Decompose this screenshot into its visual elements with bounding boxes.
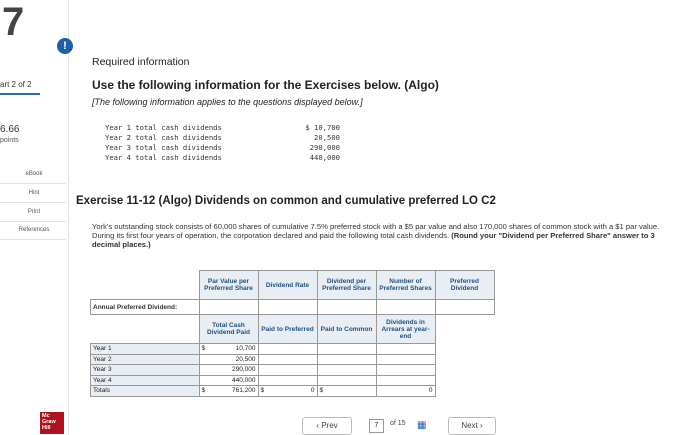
total-cash-value: 20,500 — [199, 354, 258, 365]
paid-preferred-input[interactable] — [258, 344, 317, 355]
paid-preferred-input[interactable] — [258, 354, 317, 365]
current-page-select[interactable]: 7 — [369, 419, 384, 433]
number-shares-input[interactable] — [376, 300, 435, 315]
header-dividend-rate: Dividend Rate — [258, 271, 317, 300]
amount: 761,200 — [232, 387, 256, 395]
prev-button[interactable] — [302, 417, 352, 435]
header-paid-common: Paid to Common — [317, 315, 376, 344]
dividend-value: 290,000 — [309, 143, 340, 152]
dividend-values — [270, 123, 340, 163]
paid-preferred-input[interactable] — [258, 365, 317, 376]
table-row — [91, 354, 495, 365]
currency-symbol: $ — [201, 387, 206, 395]
dividend-table — [90, 270, 495, 397]
dividend-value: 440,000 — [309, 153, 340, 162]
total-cash-value — [199, 344, 258, 355]
part-indicator — [0, 93, 40, 95]
dividend-label: Year 4 total cash dividends — [105, 153, 222, 162]
table-row — [91, 365, 495, 376]
year-label: Year 3 — [91, 365, 200, 376]
header-number-shares: Number of Preferred Shares — [376, 271, 435, 300]
applies-note: [The following information applies to the questions displayed below.] — [92, 97, 363, 107]
exercise-body: York's outstanding stock consists of 60,000 shares of cumulative 7.5% preferred stock with a $5 par value and also 170,000 shares of common stock with a $1 par value. During its first four years of operation, the corporation declared and paid the following total cash dividends. — [92, 222, 660, 240]
paid-common-input[interactable] — [317, 354, 376, 365]
dividend-label: Year 3 total cash dividends — [105, 143, 222, 152]
annual-preferred-label: Annual Preferred Dividend: — [91, 300, 200, 315]
score: 6.66 — [0, 124, 20, 135]
par-value-input[interactable] — [199, 300, 258, 315]
paid-preferred-total — [258, 386, 317, 397]
year-label: Year 2 — [91, 354, 200, 365]
total-cash-value: 290,000 — [199, 365, 258, 376]
dividend-per-share-input[interactable] — [317, 300, 376, 315]
header-dividend-per-share: Dividend per Preferred Share — [317, 271, 376, 300]
arrears-input[interactable] — [376, 344, 435, 355]
year-label: Year 4 — [91, 375, 200, 386]
currency-symbol: $ — [260, 387, 265, 395]
mcgraw-hill-logo: Mc Graw Hill — [40, 412, 64, 434]
currency-symbol: $ — [201, 345, 206, 353]
question-number: 7 — [2, 0, 25, 44]
total-cash-value: 440,000 — [199, 375, 258, 386]
amount: 10,700 — [235, 345, 256, 353]
next-button[interactable] — [448, 417, 496, 435]
arrears-input[interactable] — [376, 354, 435, 365]
chevron-left-icon: ‹ — [316, 421, 322, 430]
points-label: points — [0, 137, 19, 144]
amount: 0 — [310, 387, 315, 395]
alert-icon: ! — [57, 38, 73, 54]
sidebar — [0, 0, 69, 435]
dividend-labels — [105, 123, 222, 163]
paid-preferred-input[interactable] — [258, 375, 317, 386]
paid-common-input[interactable] — [317, 375, 376, 386]
header-arrears: Dividends in Arrears at year-end — [376, 315, 435, 344]
divider — [0, 221, 66, 222]
pagination — [300, 417, 700, 435]
dividend-value: $ 10,700 — [305, 123, 340, 132]
exercise-title: Exercise 11-12 (Algo) Dividends on common and cumulative preferred LO C2 — [76, 195, 496, 207]
page-count: of 15 — [390, 420, 406, 427]
header-par-value: Par Value per Preferred Share — [199, 271, 258, 300]
totals-label: Totals — [91, 386, 200, 397]
paid-common-input[interactable] — [317, 344, 376, 355]
required-info-title: Required information — [92, 56, 190, 68]
paid-common-input[interactable] — [317, 365, 376, 376]
divider — [0, 202, 66, 203]
table-row — [91, 344, 495, 355]
exercise-text — [92, 222, 677, 249]
chevron-right-icon: › — [477, 421, 483, 430]
grid-icon[interactable]: ▦ — [417, 420, 427, 431]
arrears-input[interactable] — [376, 365, 435, 376]
table-row — [91, 375, 495, 386]
prev-label: Prev — [321, 421, 338, 430]
header-paid-preferred: Paid to Preferred — [258, 315, 317, 344]
part-label[interactable]: art 2 of 2 — [0, 80, 32, 89]
header-total-cash: Total Cash Dividend Paid — [199, 315, 258, 344]
dividend-value: 20,500 — [314, 133, 340, 142]
total-cash-total — [199, 386, 258, 397]
hint-link[interactable]: Hint — [28, 190, 40, 196]
preferred-dividend-input[interactable] — [435, 300, 494, 315]
table-row-totals — [91, 386, 495, 397]
year-label: Year 1 — [91, 344, 200, 355]
use-info-heading: Use the following information for the Exercises below. (Algo) — [92, 78, 439, 92]
arrears-input[interactable] — [376, 375, 435, 386]
exercise-instruction: (Round your "Dividend per Preferred Share" answer to 3 decimal places.) — [92, 231, 655, 249]
dividend-rate-input[interactable] — [258, 300, 317, 315]
currency-symbol: $ — [319, 387, 324, 395]
references-link[interactable]: References — [18, 227, 50, 233]
dividend-label: Year 1 total cash dividends — [105, 123, 222, 132]
print-link[interactable]: Print — [27, 209, 41, 215]
dividend-label: Year 2 total cash dividends — [105, 133, 222, 142]
paid-common-total — [317, 386, 376, 397]
arrears-total: 0 — [376, 386, 435, 397]
divider — [0, 183, 66, 184]
next-label: Next — [461, 421, 478, 430]
divider — [0, 239, 66, 240]
header-preferred-dividend: Preferred Dividend — [435, 271, 494, 300]
ebook-link[interactable]: eBook — [25, 171, 43, 177]
